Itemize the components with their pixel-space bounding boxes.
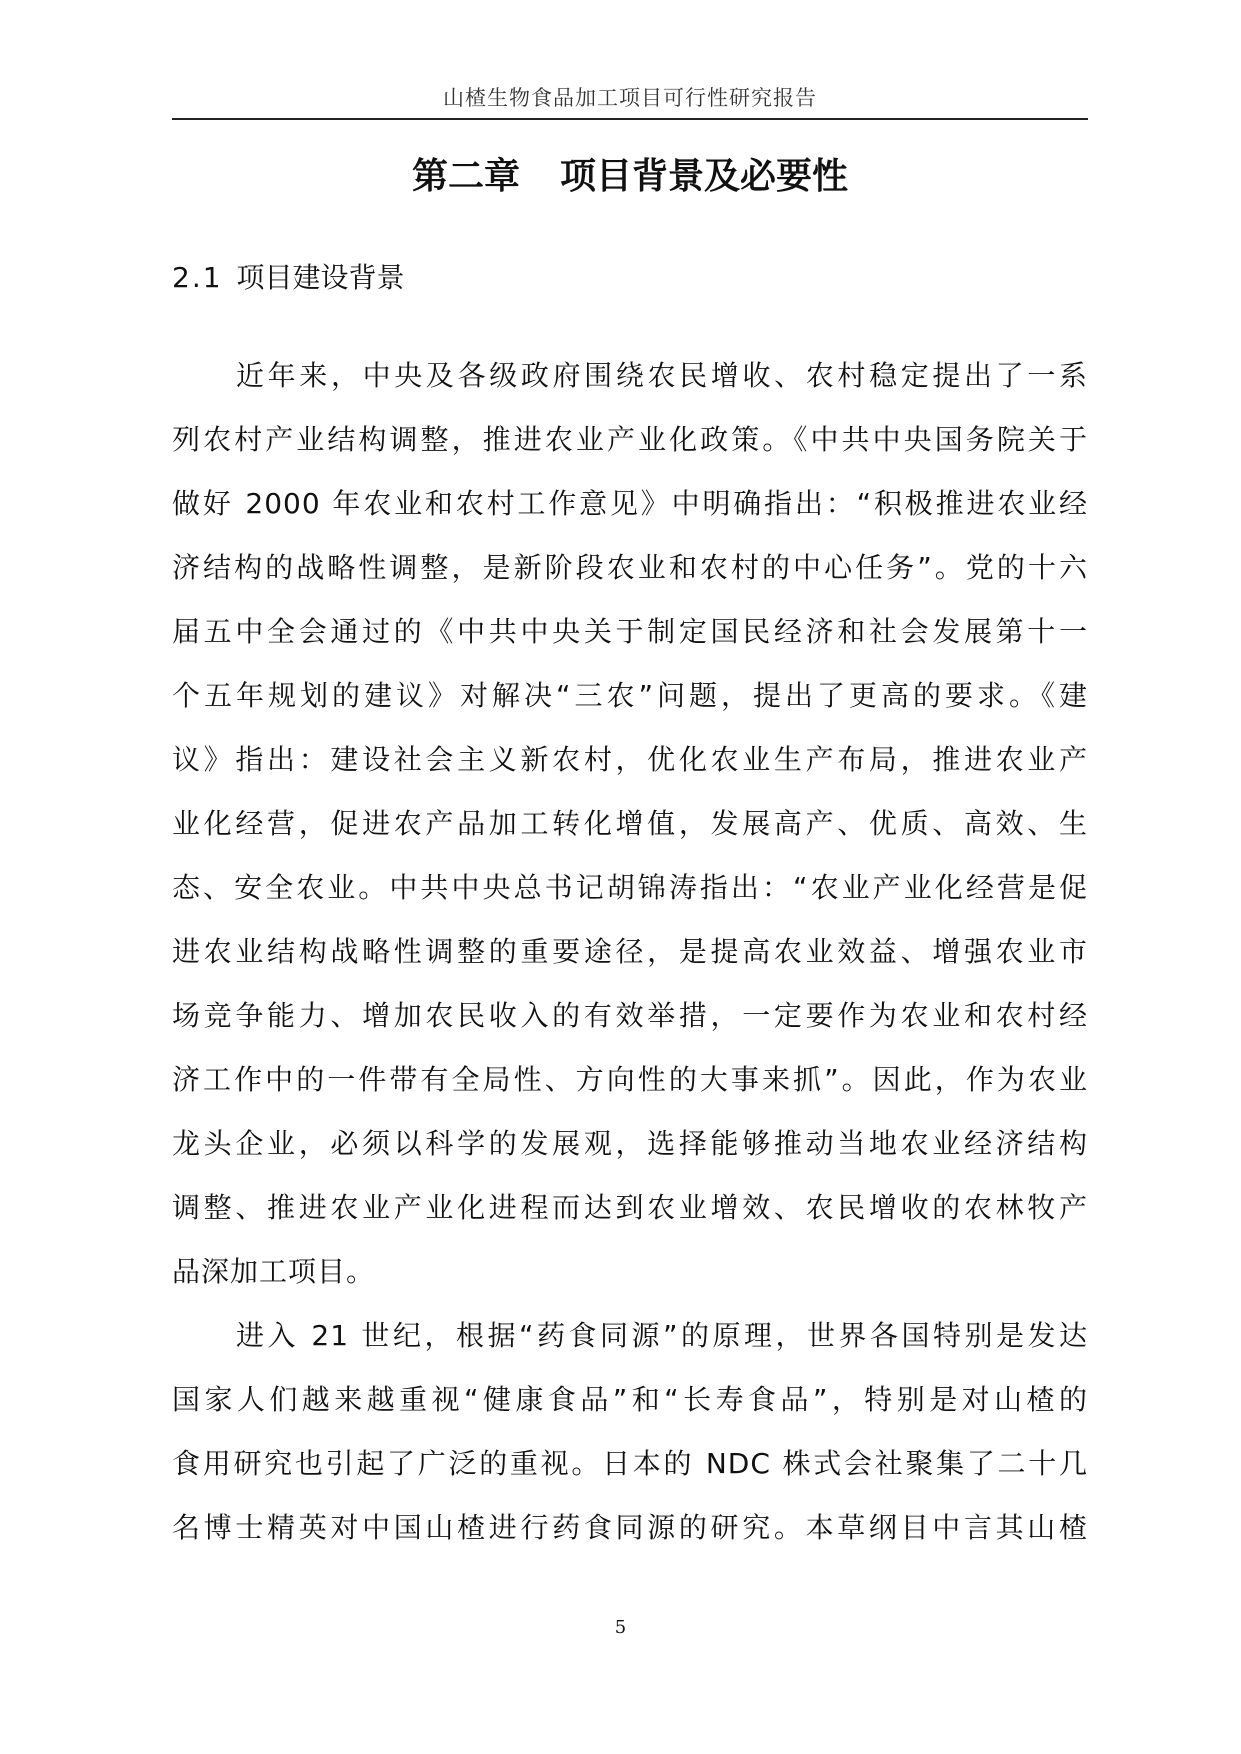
chapter-number: 第二章	[411, 156, 520, 197]
text-line: 龙头企业，必须以科学的发展观，选择能够推动当地农业经济结构	[172, 1127, 1088, 1160]
text-line: 济工作中的一件带有全局性、方向性的大事来抓”。因此，作为农业	[172, 1063, 1088, 1096]
text-line: 议》指出：建设社会主义新农村，优化农业生产布局，推进农业产	[172, 743, 1088, 776]
text-line: 进农业结构战略性调整的重要途径，是提高农业效益、增强农业市	[172, 935, 1088, 968]
text-line: 场竞争能力、增加农民收入的有效举措，一定要作为农业和农村经	[172, 999, 1088, 1032]
text-line: 品深加工项目。	[172, 1255, 376, 1288]
text-line: 态、安全农业。中共中央总书记胡锦涛指出：“农业产业化经营是促	[172, 871, 1088, 904]
paragraph	[172, 1304, 1088, 1560]
paragraph	[172, 344, 1088, 1304]
text-line: 济结构的战略性调整，是新阶段农业和农村的中心任务”。党的十六	[172, 551, 1088, 584]
text-line: 届五中全会通过的《中共中央关于制定国民经济和社会发展第十一	[172, 615, 1088, 648]
text-line: 调整、推进农业产业化进程而达到农业增效、农民增收的农林牧产	[172, 1191, 1088, 1224]
text-line: 业化经营，促进农产品加工转化增值，发展高产、优质、高效、生	[172, 807, 1088, 840]
text-line: 做好 2000 年农业和农村工作意见》中明确指出：“积极推进农业经	[172, 487, 1088, 520]
text-line: 列农村产业结构调整，推进农业产业化政策。《中共中央国务院关于	[172, 423, 1088, 456]
header-rule	[172, 118, 1088, 120]
section-number: 2.1	[172, 261, 223, 294]
text-line: 名博士精英对中国山楂进行药食同源的研究。本草纲目中言其山楂	[172, 1511, 1088, 1544]
section-title: 项目建设背景	[236, 261, 405, 294]
chapter-heading	[172, 153, 1088, 201]
chapter-title: 项目背景及必要性	[560, 156, 849, 197]
running-header: 山楂生物食品加工项目可行性研究报告	[443, 86, 817, 110]
page-number: 5	[614, 1617, 627, 1638]
body-text	[172, 344, 1088, 1560]
section-heading	[172, 258, 405, 298]
text-line: 国家人们越来越重视“健康食品”和“长寿食品”，特别是对山楂的	[172, 1383, 1088, 1416]
text-line: 近年来，中央及各级政府围绕农民增收、农村稳定提出了一系	[236, 359, 1088, 392]
text-line: 进入 21 世纪，根据“药食同源”的原理，世界各国特别是发达	[236, 1319, 1088, 1352]
text-line: 个五年规划的建议》对解决“三农”问题，提出了更高的要求。《建	[172, 679, 1088, 712]
text-line: 食用研究也引起了广泛的重视。日本的 NDC 株式会社聚集了二十几	[172, 1447, 1088, 1480]
